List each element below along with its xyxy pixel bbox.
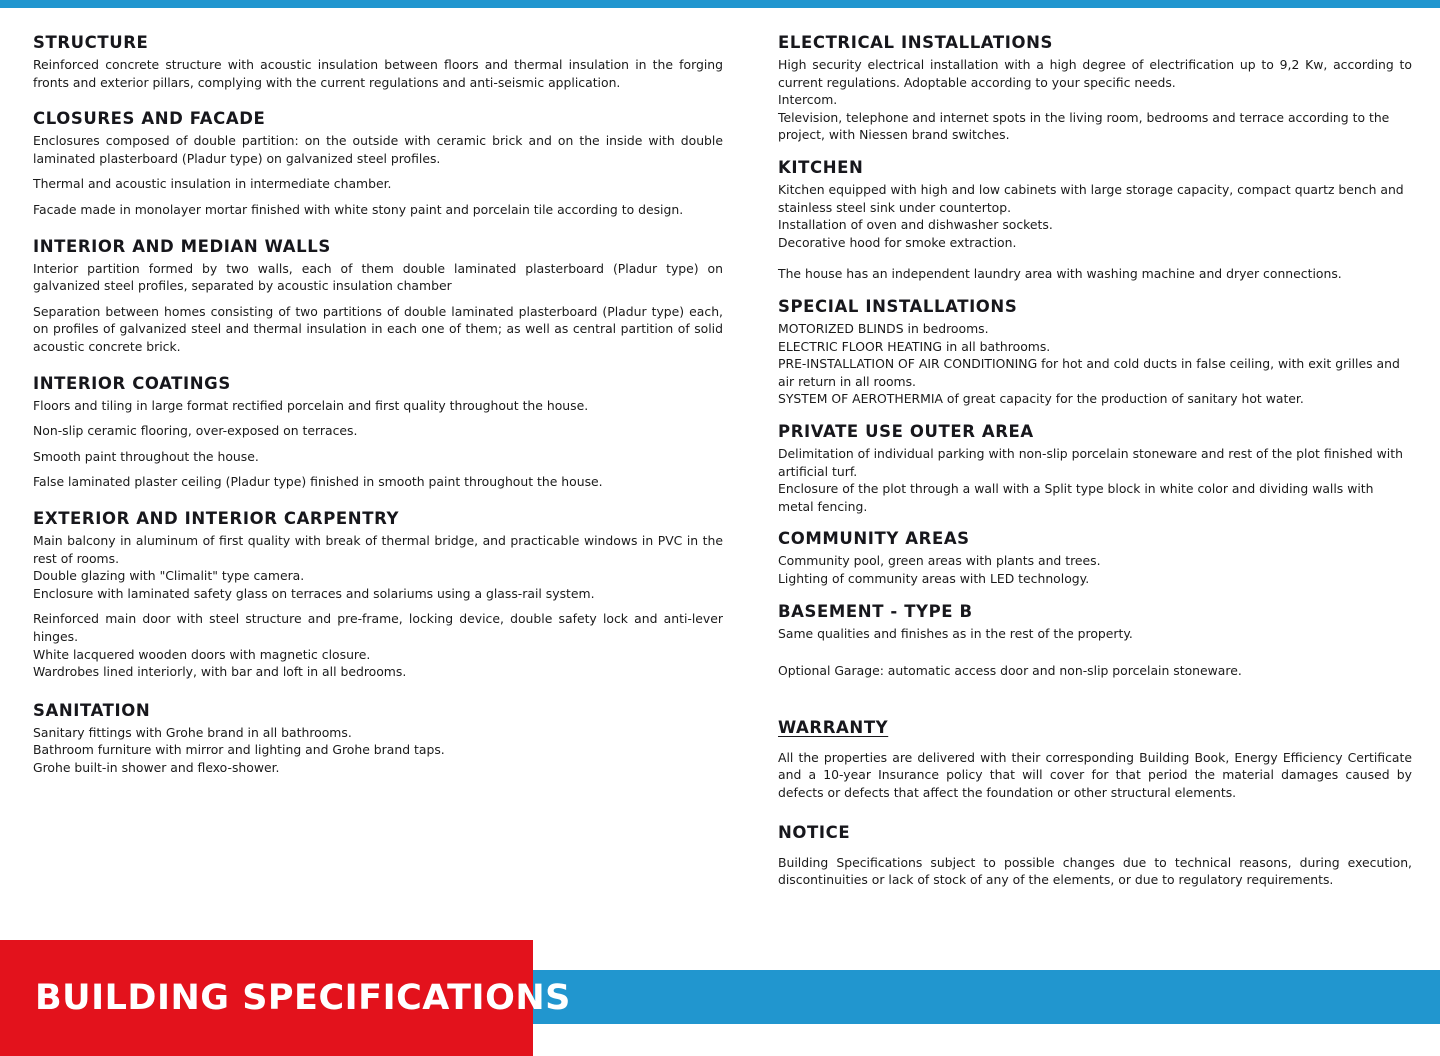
section-title: INTERIOR COATINGS	[33, 373, 231, 393]
section-special-installations	[778, 298, 1412, 408]
section-basement-type-b	[778, 603, 1412, 680]
section-paragraph: PRE-INSTALLATION OF AIR CONDITIONING for hot and cold ducts in false ceiling, with exit grilles and air return in all rooms.	[778, 356, 1400, 389]
section-paragraph: Wardrobes lined interiorly, with bar and loft in all bedrooms.	[33, 664, 407, 680]
section-closures-and-facade	[33, 110, 723, 218]
footer-band	[0, 940, 1440, 1024]
section-paragraph: Building Specifications subject to possible changes due to technical reasons, during execution, discontinuities or lack of stock of any of the elements, or due to regulatory requirements.	[778, 854, 1412, 888]
section-paragraph: Grohe built-in shower and flexo-shower.	[33, 760, 280, 776]
section-paragraph: Double glazing with "Climalit" type camera.	[33, 568, 305, 584]
section-paragraph: Kitchen equipped with high and low cabinets with large storage capacity, compact quartz bench and stainless steel sink under countertop.	[778, 181, 1404, 215]
section-paragraph: ELECTRIC FLOOR HEATING in all bathrooms.	[778, 338, 1051, 354]
section-paragraph: Interior partition formed by two walls, each of them double laminated plasterboard (Pladur type) on galvanized steel profiles, separated by acoustic insulation chamber	[33, 260, 723, 294]
left-column	[33, 34, 723, 796]
section-title: CLOSURES AND FACADE	[33, 109, 266, 129]
specifications-page	[0, 8, 1440, 1024]
section-paragraph: Non-slip ceramic flooring, over-exposed on terraces.	[33, 423, 358, 439]
section-paragraph: Bathroom furniture with mirror and lighting and Grohe brand taps.	[33, 742, 445, 758]
section-title: SANITATION	[33, 700, 151, 720]
section-paragraph: The house has an independent laundry area with washing machine and dryer connections.	[778, 266, 1342, 282]
section-paragraph: Thermal and acoustic insulation in intermediate chamber.	[33, 176, 392, 192]
footer-title: BUILDING SPECIFICATIONS	[35, 977, 571, 1018]
section-title: COMMUNITY AREAS	[778, 529, 970, 549]
section-kitchen	[778, 159, 1412, 283]
section-paragraph: SYSTEM OF AEROTHERMIA of great capacity for the production of sanitary hot water.	[778, 391, 1304, 407]
section-paragraph: Lighting of community areas with LED technology.	[778, 571, 1090, 587]
section-paragraph: Enclosures composed of double partition: on the outside with ceramic brick and on the inside with double laminated plasterboard (Pladur type) on galvanized steel profiles.	[33, 133, 723, 166]
section-paragraph: Installation of oven and dishwasher sockets.	[778, 217, 1053, 233]
section-title: INTERIOR AND MEDIAN WALLS	[33, 236, 331, 256]
section-paragraph: Optional Garage: automatic access door and non-slip porcelain stoneware.	[778, 663, 1242, 679]
section-paragraph: Sanitary fittings with Grohe brand in all bathrooms.	[33, 724, 352, 740]
section-paragraph: Smooth paint throughout the house.	[33, 448, 259, 464]
section-paragraph: Enclosure of the plot through a wall with a Split type block in white color and dividing walls with metal fencing.	[778, 481, 1374, 514]
section-title: PRIVATE USE OUTER AREA	[778, 422, 1034, 442]
section-interior-coatings	[33, 375, 723, 491]
section-paragraph: MOTORIZED BLINDS in bedrooms.	[778, 321, 989, 336]
section-community-areas	[778, 530, 1412, 587]
footer-red-block	[0, 940, 571, 1056]
section-paragraph: High security electrical installation with a high degree of electrification up to 9,2 Kw, according to current regulations. Adoptable according to your specific needs.	[778, 56, 1412, 90]
section-paragraph: Facade made in monolayer mortar finished with white stony paint and porcelain tile according to design.	[33, 201, 684, 217]
section-paragraph: Reinforced main door with steel structure and pre-frame, locking device, double safety lock and anti-lever hinges.	[33, 611, 723, 645]
section-paragraph: Delimitation of individual parking with non-slip porcelain stoneware and rest of the plot finished with artificial turf.	[778, 446, 1403, 479]
section-paragraph: Floors and tiling in large format rectified porcelain and first quality throughout the house.	[33, 397, 589, 413]
section-electrical-installations	[778, 34, 1412, 144]
section-paragraph: Enclosure with laminated safety glass on terraces and solariums using a glass-rail system.	[33, 585, 595, 601]
section-paragraph: Same qualities and finishes as in the rest of the property.	[778, 625, 1133, 641]
section-paragraph: Reinforced concrete structure with acoustic insulation between floors and thermal insulation in the forging fronts and exterior pillars, complying with the current regulations and anti-seismic application.	[33, 56, 723, 90]
section-paragraph: White lacquered wooden doors with magnetic closure.	[33, 646, 371, 662]
section-exterior-and-interior-carpentry	[33, 510, 723, 681]
section-paragraph: All the properties are delivered with their corresponding Building Book, Energy Efficiency Certificate and a 10-year Insurance policy that will cover for that period the material damages caused by defects or defects that affect the foundation or other structural elements.	[778, 749, 1412, 801]
top-accent-bar	[0, 0, 1440, 8]
section-title: STRUCTURE	[33, 33, 149, 52]
section-title: EXTERIOR AND INTERIOR CARPENTRY	[33, 509, 400, 529]
section-title: KITCHEN	[778, 158, 864, 178]
section-structure	[33, 34, 723, 91]
section-paragraph: Decorative hood for smoke extraction.	[778, 234, 1017, 250]
section-paragraph: Separation between homes consisting of two partitions of double laminated plasterboard (Pladur type) each, on profiles of galvanized steel and thermal insulation in each one of them; as well as central partition of solid acoustic concrete brick.	[33, 303, 723, 354]
section-warranty	[778, 719, 1412, 802]
section-paragraph: Community pool, green areas with plants and trees.	[778, 553, 1101, 569]
section-title: WARRANTY	[778, 717, 889, 737]
section-title: SPECIAL INSTALLATIONS	[778, 297, 1018, 317]
section-title: ELECTRICAL INSTALLATIONS	[778, 33, 1054, 52]
section-title: NOTICE	[778, 822, 851, 842]
section-paragraph: Main balcony in aluminum of first quality with break of thermal bridge, and practicable windows in PVC in the rest of rooms.	[33, 532, 723, 566]
section-title: BASEMENT - TYPE B	[778, 601, 973, 621]
section-paragraph: False laminated plaster ceiling (Pladur type) finished in smooth paint throughout the house.	[33, 474, 603, 490]
footer-blue-bar	[533, 970, 1440, 1024]
section-interior-and-median-walls	[33, 238, 723, 356]
section-sanitation	[33, 702, 723, 777]
right-column	[778, 34, 1412, 908]
section-paragraph: Intercom.	[778, 92, 838, 108]
section-paragraph: Television, telephone and internet spots in the living room, bedrooms and terrace according to the project, with Niessen brand switches.	[778, 109, 1390, 143]
section-notice	[778, 824, 1412, 889]
section-private-use-outer-area	[778, 423, 1412, 515]
